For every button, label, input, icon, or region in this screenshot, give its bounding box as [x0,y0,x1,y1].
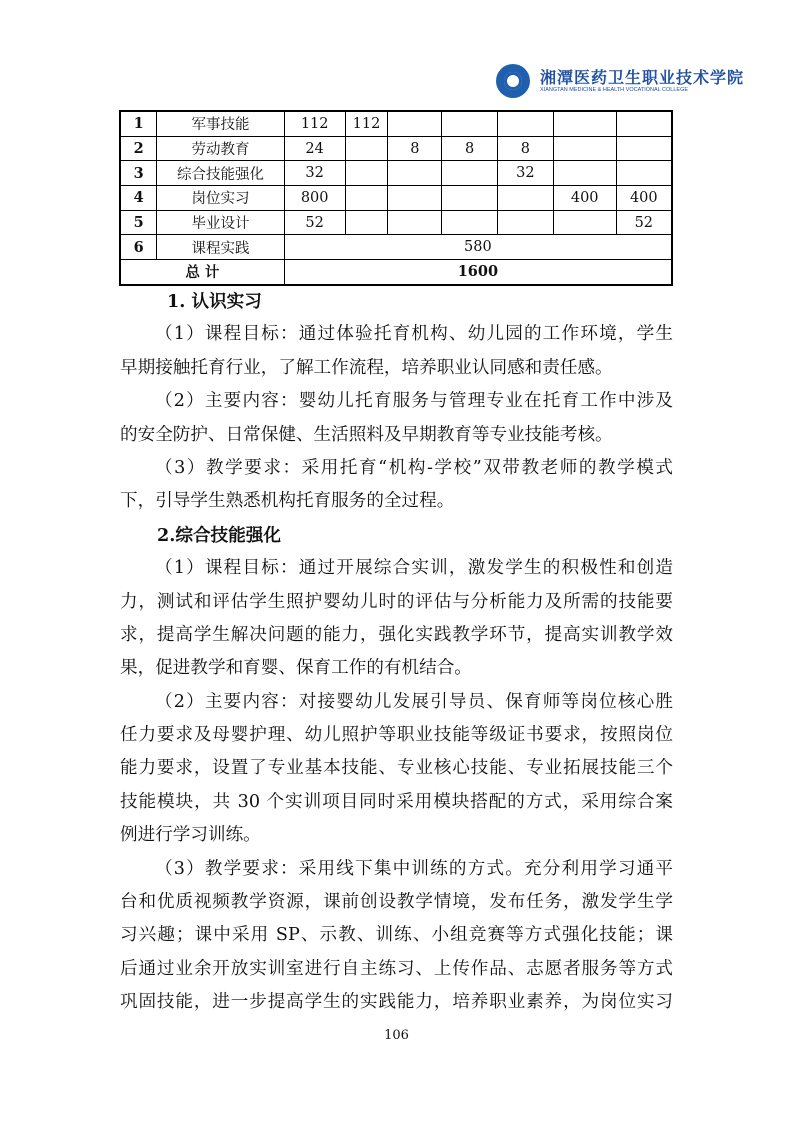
paragraph-line: 任力要求及母婴护理、幼儿照护等职业技能等级证书要求，按照岗位 [120,725,673,746]
paragraph-line: 果，促进教学和育婴、保育工作的有机结合。 [120,658,472,679]
body-text [120,285,673,1020]
semester-hours: 400 [553,186,616,211]
semester-hours: 400 [616,186,672,211]
paragraph-line: 下，引导学生熟悉机构托育服务的全过程。 [120,491,455,512]
practice-hours-table [119,110,673,286]
page-number: 106 [384,1028,409,1043]
row-number: 3 [120,161,157,186]
course-name: 毕业设计 [157,210,284,235]
paragraph-line: （3）教学要求：采用线下集中训练的方式。充分利用学习通平 [155,858,673,879]
table-row [120,111,672,136]
paragraph-line: （1）课程目标：通过体验托育机构、幼儿园的工作环境，学生 [155,324,673,345]
paragraph-line: 技能模块，共 30 个实训项目同时采用模块搭配的方式，采用综合案 [120,791,673,812]
college-logo [496,62,745,100]
paragraph-line: 台和优质视频教学资源，课前创设教学情境，发布任务，激发学生学 [120,892,673,913]
paragraph-line: 的安全防护、日常保健、生活照料及早期教育等专业技能考核。 [120,424,613,445]
semester-hours: 32 [497,161,553,186]
paragraph-line: 习兴趣；课中采用 SP、示教、训练、小组竞赛等方式强化技能；课 [120,925,673,946]
total-row [120,260,672,285]
semester-hours [616,161,672,186]
semester-hours [553,136,616,161]
row-number: 2 [120,136,157,161]
course-name: 岗位实习 [157,186,284,211]
logo-english-name: XIANGTAN MEDICINE & HEALTH VOCATIONAL COLLEGE [540,87,689,93]
paragraph-line: （1）课程目标：通过开展综合实训，激发学生的积极性和创造 [155,558,673,579]
section-heading: 1. 认识实习 [167,291,262,312]
semester-hours [616,111,672,136]
semester-hours [553,111,616,136]
total-value: 1600 [284,260,672,285]
semester-hours [345,136,388,161]
semester-hours [442,111,498,136]
semester-hours [345,161,388,186]
table-row [120,186,672,211]
semester-hours [553,210,616,235]
paragraph-line: 能力要求，设置了专业基本技能、专业核心技能、专业拓展技能三个 [120,758,673,779]
semester-hours [497,186,553,211]
semester-hours: 8 [497,136,553,161]
table-row [120,210,672,235]
semester-hours [388,210,442,235]
semester-hours [442,210,498,235]
logo-chinese-name: 湘潭医药卫生职业技术学院 [540,68,745,87]
paragraph-line: （2）主要内容：婴幼儿托育服务与管理专业在托育工作中涉及 [155,391,673,412]
paragraph-line: 巩固技能，进一步提高学生的实践能力，培养职业素养，为岗位实习 [120,992,673,1013]
semester-hours [388,161,442,186]
semester-hours [442,186,498,211]
semester-hours [345,186,388,211]
row-number: 5 [120,210,157,235]
semester-hours: 112 [345,111,388,136]
semester-hours [553,161,616,186]
paragraph-line: （3）教学要求：采用托育“机构-学校”双带教老师的教学模式 [155,457,673,478]
semester-hours [388,111,442,136]
semester-hours: 8 [442,136,498,161]
total-hours: 800 [284,186,345,211]
semester-hours [616,136,672,161]
table-row [120,235,672,260]
paragraph-line: 后通过业余开放实训室进行自主练习、上传作品、志愿者服务等方式 [120,958,673,979]
course-name: 课程实践 [157,235,284,260]
paragraph-line: 例进行学习训练。 [120,825,261,846]
row-number: 6 [120,235,157,260]
semester-hours [497,210,553,235]
total-hours: 32 [284,161,345,186]
paragraph-line: （2）主要内容：对接婴幼儿发展引导员、保育师等岗位核心胜 [155,691,673,712]
paragraph-line: 求，提高学生解决问题的能力，强化实践教学环节，提高实训教学效 [120,624,673,645]
total-hours: 24 [284,136,345,161]
row-number: 4 [120,186,157,211]
semester-hours [442,161,498,186]
total-hours: 112 [284,111,345,136]
semester-hours [497,111,553,136]
semester-hours: 52 [616,210,672,235]
paragraph-line: 力，测试和评估学生照护婴幼儿时的评估与分析能力及所需的技能要 [120,591,673,612]
course-name: 综合技能强化 [157,161,284,186]
total-hours: 580 [284,235,672,260]
section-heading: 2.综合技能强化 [157,524,281,546]
row-number: 1 [120,111,157,136]
course-name: 军事技能 [157,111,284,136]
total-label: 总 计 [120,260,284,285]
table-row [120,161,672,186]
course-name: 劳动教育 [157,136,284,161]
semester-hours: 8 [388,136,442,161]
semester-hours [345,210,388,235]
college-seal-icon [496,64,530,98]
table-row [120,136,672,161]
paragraph-line: 早期接触托育行业，了解工作流程，培养职业认同感和责任感。 [120,357,613,378]
total-hours: 52 [284,210,345,235]
semester-hours [388,186,442,211]
